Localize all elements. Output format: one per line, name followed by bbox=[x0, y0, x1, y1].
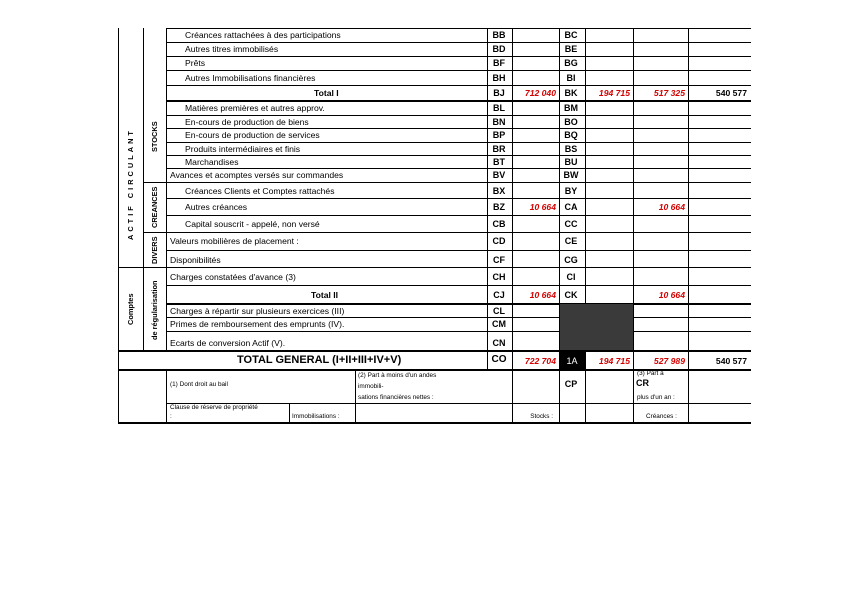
side-label-comptes: Comptes bbox=[126, 293, 135, 325]
note2-line3: sations financières nettes : bbox=[358, 394, 434, 401]
immobilisations-label: Immobilisations : bbox=[292, 413, 340, 420]
row-code: CO bbox=[491, 354, 507, 365]
row-code: BK bbox=[564, 88, 578, 98]
row-code: BV bbox=[492, 170, 506, 180]
row-code: CN bbox=[492, 338, 506, 348]
row-line bbox=[166, 155, 751, 156]
note3-line2: plus d'un an : bbox=[637, 394, 675, 401]
row-label: En-cours de production de services bbox=[185, 130, 320, 140]
row-line bbox=[118, 267, 751, 268]
row-code: CG bbox=[564, 255, 578, 265]
row-label: Ecarts de conversion Actif (V). bbox=[170, 338, 286, 348]
row-line bbox=[166, 70, 751, 71]
row-line bbox=[166, 250, 751, 251]
row-value-net: 527 989 bbox=[653, 356, 685, 366]
row-label: Autres créances bbox=[185, 202, 248, 212]
stocks-label: Stocks : bbox=[530, 413, 553, 420]
row-code: BN bbox=[492, 117, 506, 127]
row-code: CA bbox=[564, 202, 578, 212]
row-label: En-cours de production de biens bbox=[185, 117, 309, 127]
row-code: BU bbox=[564, 157, 578, 167]
row-label: Charges à répartir sur plusieurs exercices (III) bbox=[170, 306, 345, 316]
creances-label: Créances : bbox=[646, 413, 677, 420]
row-code: CH bbox=[492, 272, 506, 282]
row-code: CL bbox=[493, 306, 505, 316]
row-value-net: 10 664 bbox=[658, 202, 685, 212]
clause-colon: : bbox=[170, 413, 172, 420]
note2-line2: immobili- bbox=[358, 383, 384, 390]
row-label: Avances et acomptes versés sur commandes bbox=[170, 170, 344, 180]
row-code: BZ bbox=[493, 202, 505, 212]
row-line bbox=[118, 422, 751, 424]
row-code: BP bbox=[492, 130, 506, 140]
note3-line1: (3) Part à bbox=[637, 370, 664, 377]
row-label: Créances Clients et Comptes rattachés bbox=[185, 186, 335, 196]
total-i-label: Total I bbox=[314, 88, 339, 98]
total-general-label: TOTAL GENERAL (I+II+III+IV+V) bbox=[237, 354, 402, 366]
row-code: BY bbox=[564, 186, 578, 196]
row-line bbox=[166, 198, 751, 199]
row-code: CB bbox=[492, 219, 506, 229]
row-label: Capital souscrit - appelé, non versé bbox=[185, 219, 320, 229]
row-code: CM bbox=[492, 319, 506, 329]
row-value-gross: 10 664 bbox=[529, 202, 556, 212]
row-line bbox=[118, 350, 751, 352]
row-value-prev: 540 577 bbox=[715, 356, 747, 366]
row-code: BT bbox=[493, 157, 505, 167]
col-line-b bbox=[143, 28, 144, 350]
row-line bbox=[166, 331, 751, 332]
row-label: Valeurs mobilières de placement : bbox=[170, 236, 299, 246]
row-code: BB bbox=[492, 30, 506, 40]
code-cp: CP bbox=[564, 379, 578, 389]
row-line bbox=[143, 182, 751, 183]
row-line bbox=[143, 232, 751, 233]
col-line-footer bbox=[166, 369, 167, 423]
row-code: CD bbox=[492, 236, 506, 246]
row-label: Marchandises bbox=[185, 157, 239, 167]
row-value-gross: 10 664 bbox=[529, 290, 556, 300]
row-code: BL bbox=[493, 103, 505, 113]
row-code: BM bbox=[564, 103, 578, 113]
row-code: BQ bbox=[564, 130, 578, 140]
row-code: BI bbox=[566, 73, 576, 83]
row-value-amort: 194 715 bbox=[598, 88, 630, 98]
row-value-prev: 540 577 bbox=[715, 88, 747, 98]
code-cr: CR bbox=[636, 378, 649, 388]
row-code: BO bbox=[564, 117, 578, 127]
row-label: Autres Immobilisations financières bbox=[185, 73, 316, 83]
col-line-footer bbox=[355, 369, 356, 423]
row-line bbox=[166, 285, 751, 286]
row-code: BJ bbox=[493, 88, 505, 98]
row-label: Créances rattachées à des participations bbox=[185, 30, 341, 40]
note2-line1: (2) Part à moins d'un andes bbox=[358, 372, 437, 379]
total-ii-label: Total II bbox=[311, 290, 339, 300]
note-droit-bail: (1) Dont droit au bail bbox=[170, 381, 228, 388]
row-line bbox=[166, 56, 751, 57]
row-label: Prêts bbox=[185, 58, 206, 68]
row-code: BR bbox=[492, 144, 506, 154]
row-code: BD bbox=[492, 44, 506, 54]
side-label-regularisation: de régularisation bbox=[150, 280, 159, 340]
side-label-actif-circulant: ACTIF CIRCULANT bbox=[126, 128, 135, 240]
row-code: BG bbox=[564, 58, 578, 68]
row-code: CF bbox=[493, 255, 505, 265]
row-code: CI bbox=[566, 272, 576, 282]
row-value-gross: 712 040 bbox=[524, 88, 556, 98]
row-code: CC bbox=[564, 219, 578, 229]
row-line bbox=[166, 215, 751, 216]
row-label: Autres titres immobilisés bbox=[185, 44, 279, 54]
row-value-net: 10 664 bbox=[658, 290, 685, 300]
row-value-amort: 194 715 bbox=[598, 356, 630, 366]
row-code: CE bbox=[564, 236, 578, 246]
side-label-stocks: STOCKS bbox=[150, 121, 159, 152]
row-label: Matières premières et autres approv. bbox=[185, 103, 325, 113]
row-value-gross: 722 704 bbox=[524, 356, 556, 366]
row-code: BC bbox=[564, 30, 578, 40]
row-label: Charges constatées d'avance (3) bbox=[170, 272, 296, 282]
side-label-creances: CREANCES bbox=[150, 186, 159, 228]
row-code: BX bbox=[492, 186, 506, 196]
col-line-footer bbox=[289, 403, 290, 423]
clause-label: Clause de réserve de propriété bbox=[170, 404, 258, 411]
row-code: BW bbox=[563, 170, 579, 180]
row-code: BH bbox=[492, 73, 506, 83]
row-code: BF bbox=[493, 58, 505, 68]
shaded-cell bbox=[560, 304, 633, 350]
row-code: BE bbox=[564, 44, 578, 54]
col-line-c bbox=[166, 28, 167, 350]
row-code: CJ bbox=[493, 290, 505, 300]
row-label: Primes de remboursement des emprunts (IV). bbox=[170, 319, 345, 329]
row-code: CK bbox=[564, 290, 578, 300]
col-line-a bbox=[118, 28, 119, 423]
row-line bbox=[166, 85, 751, 86]
side-label-divers: DIVERS bbox=[150, 236, 159, 264]
row-code: BS bbox=[564, 144, 578, 154]
row-label: Disponibilités bbox=[170, 255, 221, 265]
row-code: 1A bbox=[566, 356, 578, 366]
row-label: Produits intermédiaires et finis bbox=[185, 144, 301, 154]
row-value-net: 517 325 bbox=[653, 88, 685, 98]
